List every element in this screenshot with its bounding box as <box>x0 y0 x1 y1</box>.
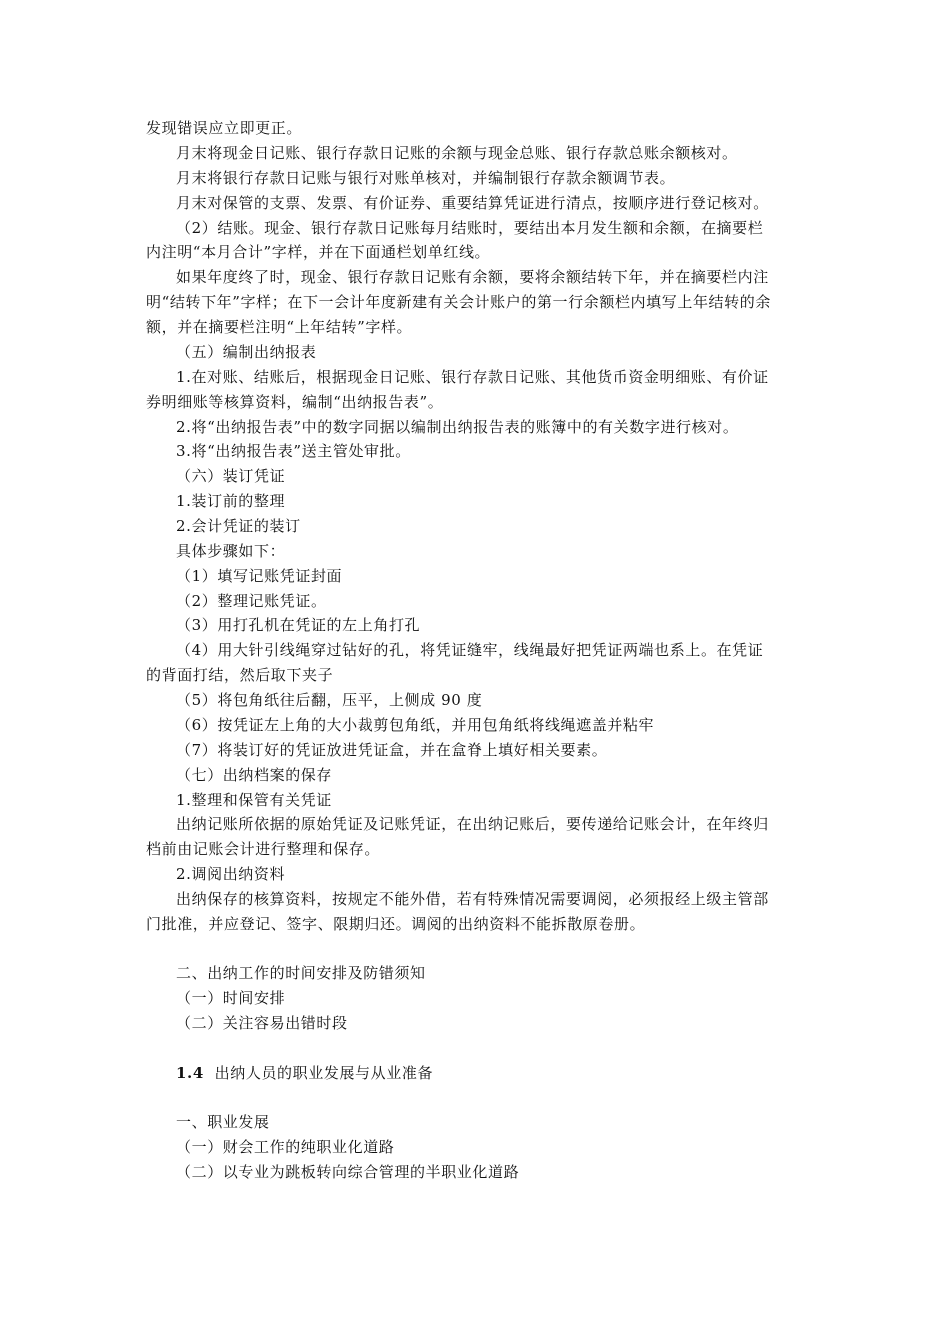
text-line: 券明细账等核算资料，编制“出纳报告表”。 <box>146 393 444 411</box>
text-line: 1.在对账、结账后，根据现金日记账、银行存款日记账、其他货币资金明细账、有价证 <box>176 368 769 386</box>
text-line: 2.将“出纳报告表”中的数字同据以编制出纳报告表的账簿中的有关数字进行核对。 <box>176 418 739 436</box>
section-heading <box>176 1063 433 1083</box>
text-line: 二、出纳工作的时间安排及防错须知 <box>176 964 426 982</box>
text-line: 明“结转下年”字样；在下一会计年度新建有关会计账户的第一行余额栏内填写上年结转的余 <box>146 293 771 311</box>
text-line: （六）装订凭证 <box>176 467 286 485</box>
text-line: 的背面打结，然后取下夹子 <box>146 666 334 684</box>
text-line: 发现错误应立即更正。 <box>146 119 303 137</box>
text-line: （6）按凭证左上角的大小裁剪包角纸，并用包角纸将线绳遮盖并粘牢 <box>176 716 655 734</box>
text-line: 月末对保管的支票、发票、有价证券、重要结算凭证进行清点，按顺序进行登记核对。 <box>176 194 769 212</box>
text-line: 档前由记账会计进行整理和保存。 <box>146 840 381 858</box>
text-line: （二）关注容易出错时段 <box>176 1014 348 1032</box>
text-line: （2）结账。现金、银行存款日记账每月结账时，要结出本月发生额和余额，在摘要栏 <box>176 219 764 237</box>
text-line: 具体步骤如下： <box>176 542 286 560</box>
text-line: 内注明“本月合计”字样，并在下面通栏划单红线。 <box>146 243 491 261</box>
section-title: 出纳人员的职业发展与从业准备 <box>214 1064 434 1082</box>
text-line: 额，并在摘要栏注明“上年结转”字样。 <box>146 318 413 336</box>
text-line: 3.将“出纳报告表”送主管处审批。 <box>176 442 411 460</box>
text-line: （5）将包角纸往后翻，压平，上侧成 90 度 <box>176 691 483 709</box>
text-line: 月末将银行存款日记账与银行对账单核对，并编制银行存款余额调节表。 <box>176 169 676 187</box>
text-line: 1.装订前的整理 <box>176 492 286 510</box>
text-line: （七）出纳档案的保存 <box>176 766 333 784</box>
text-line: 门批准，并应登记、签字、限期归还。调阅的出纳资料不能拆散原卷册。 <box>146 915 646 933</box>
text-line: （2）整理记账凭证。 <box>176 592 327 610</box>
text-line: 月末将现金日记账、银行存款日记账的余额与现金总账、银行存款总账余额核对。 <box>176 144 738 162</box>
text-line: （4）用大针引线绳穿过钻好的孔，将凭证缝牢，线绳最好把凭证两端也系上。在凭证 <box>176 641 764 659</box>
text-line: 如果年度终了时，现金、银行存款日记账有余额，要将余额结转下年，并在摘要栏内注 <box>176 268 769 286</box>
text-line: 出纳记账所依据的原始凭证及记账凭证，在出纳记账后，要传递给记账会计，在年终归 <box>176 815 769 833</box>
text-line: （7）将装订好的凭证放进凭证盒，并在盒脊上填好相关要素。 <box>176 741 608 759</box>
text-line: （一）财会工作的纯职业化道路 <box>176 1138 395 1156</box>
text-line: （五）编制出纳报表 <box>176 343 317 361</box>
text-line: （二）以专业为跳板转向综合管理的半职业化道路 <box>176 1163 520 1181</box>
section-number: 1.4 <box>176 1064 204 1082</box>
text-line: 2.会计凭证的装订 <box>176 517 301 535</box>
text-line: 2.调阅出纳资料 <box>176 865 286 883</box>
text-line: （1）填写记账凭证封面 <box>176 567 343 585</box>
text-line: 出纳保存的核算资料，按规定不能外借，若有特殊情况需要调阅，必须报经上级主管部 <box>176 890 769 908</box>
text-line: （一）时间安排 <box>176 989 286 1007</box>
text-line: 一、职业发展 <box>176 1113 270 1131</box>
text-line: （3）用打孔机在凭证的左上角打孔 <box>176 616 421 634</box>
text-line: 1.整理和保管有关凭证 <box>176 791 332 809</box>
